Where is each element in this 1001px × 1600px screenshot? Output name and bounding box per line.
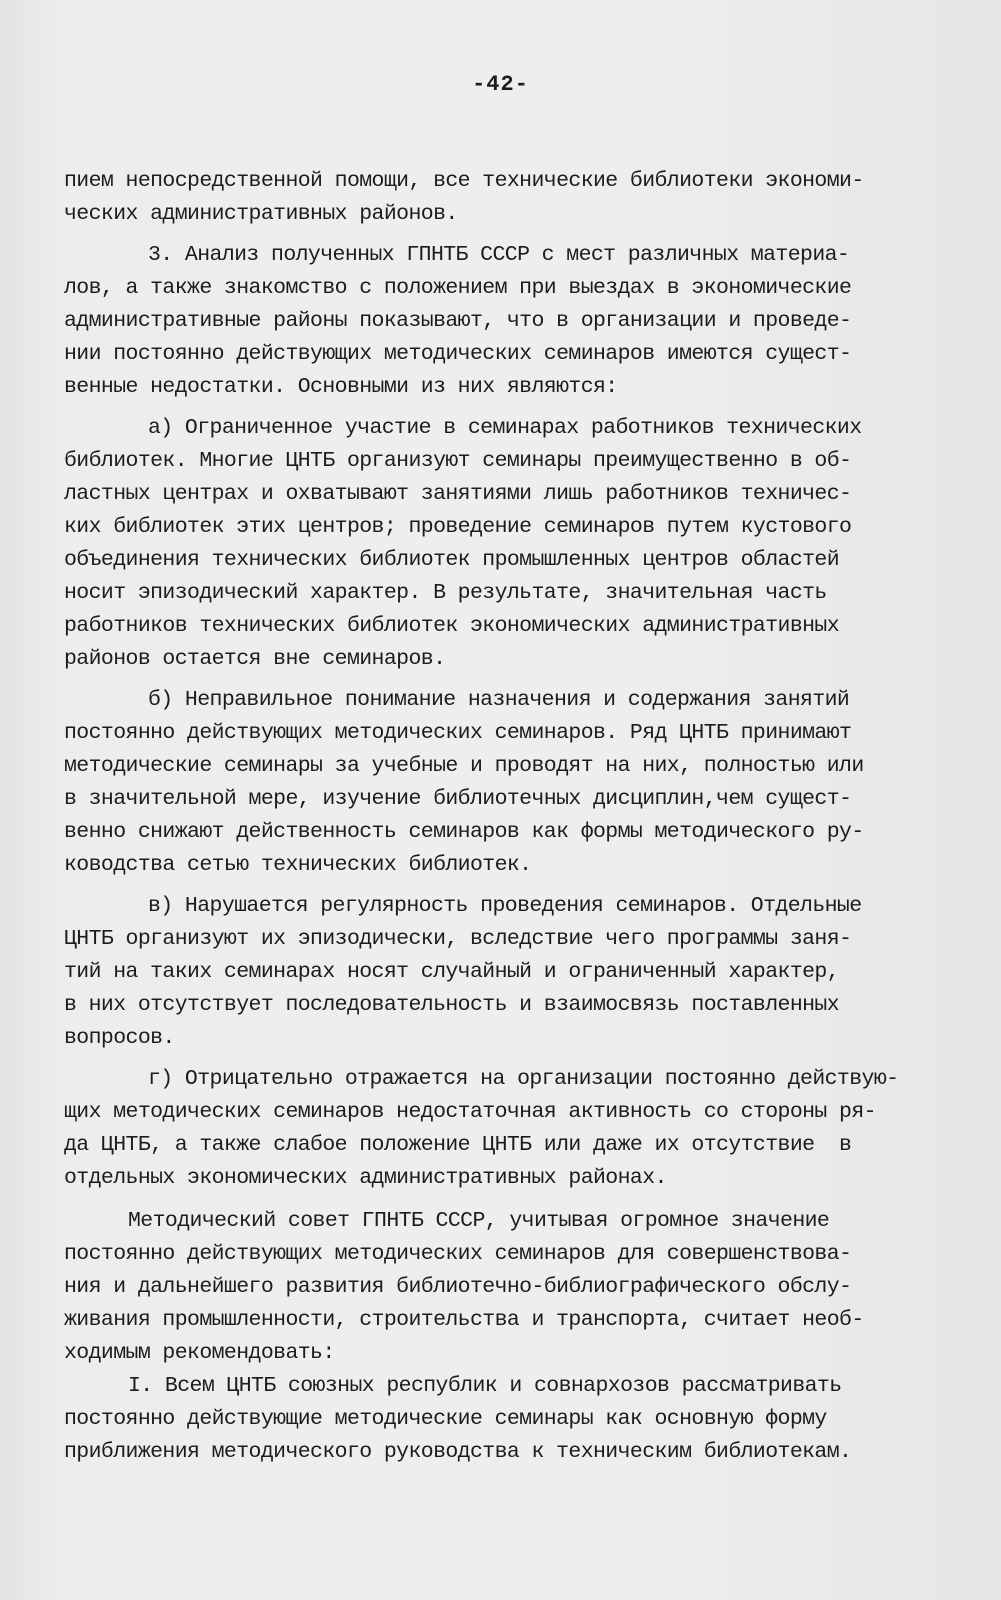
paragraph-item-v [64,890,964,1055]
text-line: ластных центрах и охватывают занятиями лишь работников техничес- [64,482,852,506]
text-line: Методический совет ГПНТБ СССР, учитывая огромное значение [128,1209,830,1233]
paragraph-recommendation [64,1205,964,1370]
text-line: в значительной мере, изучение библиотечных дисциплин,чем сущест- [64,787,852,811]
paragraph-item-g [64,1063,964,1195]
paragraph-intro [64,165,964,231]
text-line: в) Нарушается регулярность проведения семинаров. Отдельные [148,894,862,918]
text-line: библиотек. Многие ЦНТБ организуют семинары преимущественно в об- [64,449,852,473]
text-line: щих методических семинаров недостаточная активность со стороны ря- [64,1100,876,1124]
text-line: отдельных экономических административных районах. [64,1166,667,1190]
paragraph-point-1 [64,1370,964,1469]
text-line: постоянно действующих методических семинаров для совершенствова- [64,1242,852,1266]
text-line: носит эпизодический характер. В результате, значительная часть [64,581,827,605]
text-line: административные районы показывают, что в организации и проведе- [64,309,852,333]
paragraph-item-a [64,412,964,676]
document-body [64,165,964,1469]
text-line: живания промышленности, строительства и транспорта, считает необ- [64,1308,864,1332]
text-line: венные недостатки. Основными из них являются: [64,375,618,399]
text-line: лов, а также знакомство с положением при выездах в экономические [64,276,852,300]
text-line: методические семинары за учебные и проводят на них, полностью или [64,754,864,778]
text-line: ния и дальнейшего развития библиотечно-библиографического обслу- [64,1275,852,1299]
text-line: тий на таких семинарах носят случайный и ограниченный характер, [64,960,840,984]
text-line: постоянно действующие методические семинары как основную форму [64,1407,827,1431]
text-line: I. Всем ЦНТБ союзных республик и совнархозов рассматривать [128,1374,842,1398]
page-number: -42- [472,72,529,97]
text-line: а) Ограниченное участие в семинарах работников технических [148,416,862,440]
text-line: 3. Анализ полученных ГПНТБ СССР с мест различных материа- [148,243,850,267]
paragraph-item-b [64,684,964,882]
text-line: ких библиотек этих центров; проведение семинаров путем кустового [64,515,852,539]
text-line: приближения методического руководства к техническим библиотекам. [64,1440,852,1464]
text-line: ходимым рекомендовать: [64,1341,335,1365]
text-line: объединения технических библиотек промышленных центров областей [64,548,840,572]
text-line: г) Отрицательно отражается на организации постоянно действую- [148,1067,899,1091]
text-line: нии постоянно действующих методических семинаров имеются сущест- [64,342,852,366]
text-line: ководства сетью технических библиотек. [64,853,532,877]
text-line: б) Неправильное понимание назначения и содержания занятий [148,688,850,712]
text-line: ческих административных районов. [64,202,458,226]
text-line: да ЦНТБ, а также слабое положение ЦНТБ или даже их отсутствие в [64,1133,852,1157]
text-line: постоянно действующих методических семинаров. Ряд ЦНТБ принимают [64,721,852,745]
text-line: венно снижают действенность семинаров как формы методического ру- [64,820,864,844]
paragraph-analysis [64,239,964,404]
text-line: пием непосредственной помощи, все технические библиотеки экономи- [64,169,864,193]
text-line: районов остается вне семинаров. [64,647,446,671]
text-line: работников технических библиотек экономических административных [64,614,840,638]
text-line: в них отсутствует последовательность и взаимосвязь поставленных [64,993,840,1017]
text-line: вопросов. [64,1026,175,1050]
text-line: ЦНТБ организуют их эпизодически, вследствие чего программы заня- [64,927,852,951]
